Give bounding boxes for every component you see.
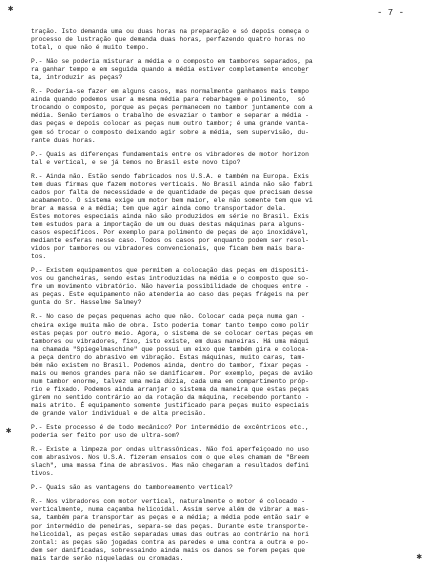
text-line: P.- Este processo é de todo mecânico? Por intermédio de excêntricos etc., (31, 424, 309, 432)
text-line: tambores ou vibradores, fixo, isto existe, em duas maneiras. Há uma máqui (31, 337, 309, 345)
text-line: casos específicos. Por exemplo para polimento de peças de aço inoxidável, (31, 229, 309, 237)
paragraph (31, 88, 406, 144)
text-line: tal e vertical, e se já temos no Brasil este novo tipo? (31, 158, 241, 166)
text-line: R.- Poderia-se fazer em alguns casos, mas normalmente ganhamos mais tempo (31, 88, 309, 96)
text-line: a peça dentro do abrasivo em vibração. Estas máquinas, muito caras, tam- (31, 353, 306, 361)
text-line: as peças. Este equipamento não atenderia ao caso das peças frágeis na per (31, 291, 309, 299)
text-line: R.- No caso de peças pequenas acho que não. Colocar cada peça numa gan - (31, 313, 306, 321)
text-line: sa, também para transportar as peças e a média; a média pode então sair e (31, 514, 309, 522)
text-line: zontal: as peças são jogadas contra as paredes e uma contra a outra e po- (31, 538, 309, 546)
text-line: mediante esferas nesse caso. Todos os casos por enquanto podem ser resol- (31, 237, 309, 245)
body-text (31, 28, 406, 563)
page-number: - 7 - (376, 8, 404, 18)
text-line: das peças e depois colocar as peças num outro tambor; é uma grande vanta- (31, 120, 309, 128)
text-line: ainda quando podemos usar a mesma média para rebarbagem e polimento, só (31, 96, 306, 104)
paragraph (31, 484, 406, 492)
text-line: com abrasivos. Nos U.S.A. fizeram ensaios com o que eles chamam de "Breem (31, 454, 309, 462)
text-line: gunta do Sr. Hasselme Salmey? (31, 299, 142, 307)
text-line: processo de lustração que demanda duas horas, perfazendo quatro horas no (31, 36, 306, 44)
text-line: slach", uma massa fina de abrasivos. Mas não chegaram a resultados defini (31, 462, 309, 470)
text-line: P.- Existem equipamentos que permitem a colocação das peças em dispositi- (31, 267, 309, 275)
text-line: num tambor enorme, talvez uma meia dúzia, cada uma em compartimento próp- (31, 377, 309, 385)
text-line: rio e fixado. Podemos ainda arranjar o sistema da maneira que estas peças (31, 385, 309, 393)
paragraph (31, 151, 406, 167)
paragraph (31, 58, 406, 82)
text-line: P.- Não se poderia misturar a média e o composto em tambores separados, pa (31, 58, 313, 66)
corner-mark-top-left: ✱ (8, 4, 14, 14)
text-line: tem estudos para a importação de um ou duas destas máquinas para alguns- (31, 220, 306, 228)
text-line: girem no sentido contrário ao da rotação da máquina, recebendo portanto - (31, 393, 309, 401)
text-line: poderia ser feito por uso de ultra-som? (31, 432, 180, 440)
text-line: bém não existem no Brasil. Podemos ainda, dentro do tambor, fixar peças - (31, 361, 309, 369)
paragraph (31, 173, 406, 262)
text-line: de grande valor individual e de alta precisão. (31, 410, 207, 418)
text-line: mais ou menos grandes para não se danificarem. Por exemplo, peças de avião (31, 369, 313, 377)
text-line: Estes motores especiais ainda não são produzidos em série no Brasil. Exis (31, 212, 309, 220)
corner-mark-bottom-right: ✱ (416, 552, 422, 562)
text-line: R.- Ainda não. Estão sendo fabricados nos U.S.A. e também na Europa. Exis (31, 172, 309, 180)
text-line: verticalmente, numa caçamba helicoidal. Assim serve além de vibrar a mas- (31, 506, 309, 514)
text-line: helicoidal, as peças estão separadas umas das outras ao contrário na hori (31, 530, 309, 538)
text-line: tração. Isto demanda uma ou duas horas na preparação e só depois começa o (31, 28, 309, 35)
text-line: vidos por tambores ou vibradores convencionais, que ficam bem mais bara- (31, 245, 306, 253)
text-line: estas peças por outro meio. Agora, o sistema de se colocar certas peças em (31, 329, 313, 337)
text-line: tivos. (31, 470, 54, 478)
paragraph (31, 446, 406, 478)
paragraph (31, 28, 406, 52)
text-line: gem só trocar o composto deixando agir sobre a média, sem supervisão, du- (31, 128, 309, 136)
text-line: ra ganhar tempo e em seguida quando a média estiver completamente encobe̲r (31, 66, 309, 74)
text-line: P.- Quais são as vantagens do tamboreamento vertical? (31, 484, 233, 492)
text-line: ta, introduzir as peças? (31, 74, 123, 82)
text-line: na chamada "Spiegelmaschine" que possui um eixo que também gira e coloca- (31, 345, 309, 353)
text-line: tem duas firmas que fazem motores verticais. No Brasil ainda não são fabri (31, 180, 313, 188)
text-line: dem ser danificadas, sobressaindo ainda mais os danos se forem peças que (31, 546, 306, 554)
text-line: cados por falta de necessidade e de quantidade de peças que precisam desse (31, 188, 313, 196)
text-line: acabamento. O sistema exige um motor bem maior, ele não somente tem que vi (31, 196, 313, 204)
text-line: cheira exige muita mão de obra. Isto poderia tomar tanto tempo como polir (31, 321, 309, 329)
paragraph (31, 313, 406, 418)
text-line: total, o que não é muito tempo. (31, 44, 150, 52)
text-line: brar a massa e a média; tem que agir ainda como transportador dela. (31, 204, 287, 212)
text-line: P.- Quais as diferenças fundamentais entre os vibradores de motor horizon (31, 150, 309, 158)
text-line: fre um movimento vibratório. Não haveria possibilidade de choques entre - (31, 283, 309, 291)
text-line: por intermédio de peneiras, separa-se das peças. Durante este transporte- (31, 522, 309, 530)
paragraph (31, 424, 406, 440)
text-line: vos ou gancheiras, sendo estas introduzidas na média e o composto que so- (31, 275, 309, 283)
text-line: tos. (31, 253, 47, 261)
margin-mark-left: ✱ (6, 426, 12, 436)
text-line: média. Senão teríamos o trabalho de esvaziar o tambor e separar a média - (31, 112, 309, 120)
text-line: rante duas horas. (31, 136, 96, 144)
text-line: mais atrito. É equipamento somente justificado para peças muito especiais (31, 401, 309, 409)
text-line: R.- Nos vibradores com motor vertical, naturalmente o motor é colocado - (31, 498, 306, 506)
text-line: mais tarde serão niqueladas ou cromadas. (31, 554, 184, 562)
paragraph (31, 498, 406, 562)
text-line: trocando o composto, porque as peças permanecem no tambor juntamente com a (31, 104, 313, 112)
text-line: R.- Existe a limpeza por ondas ultrassônicas. Não foi aperfeiçoado no uso (31, 446, 309, 454)
paragraph (31, 267, 406, 307)
